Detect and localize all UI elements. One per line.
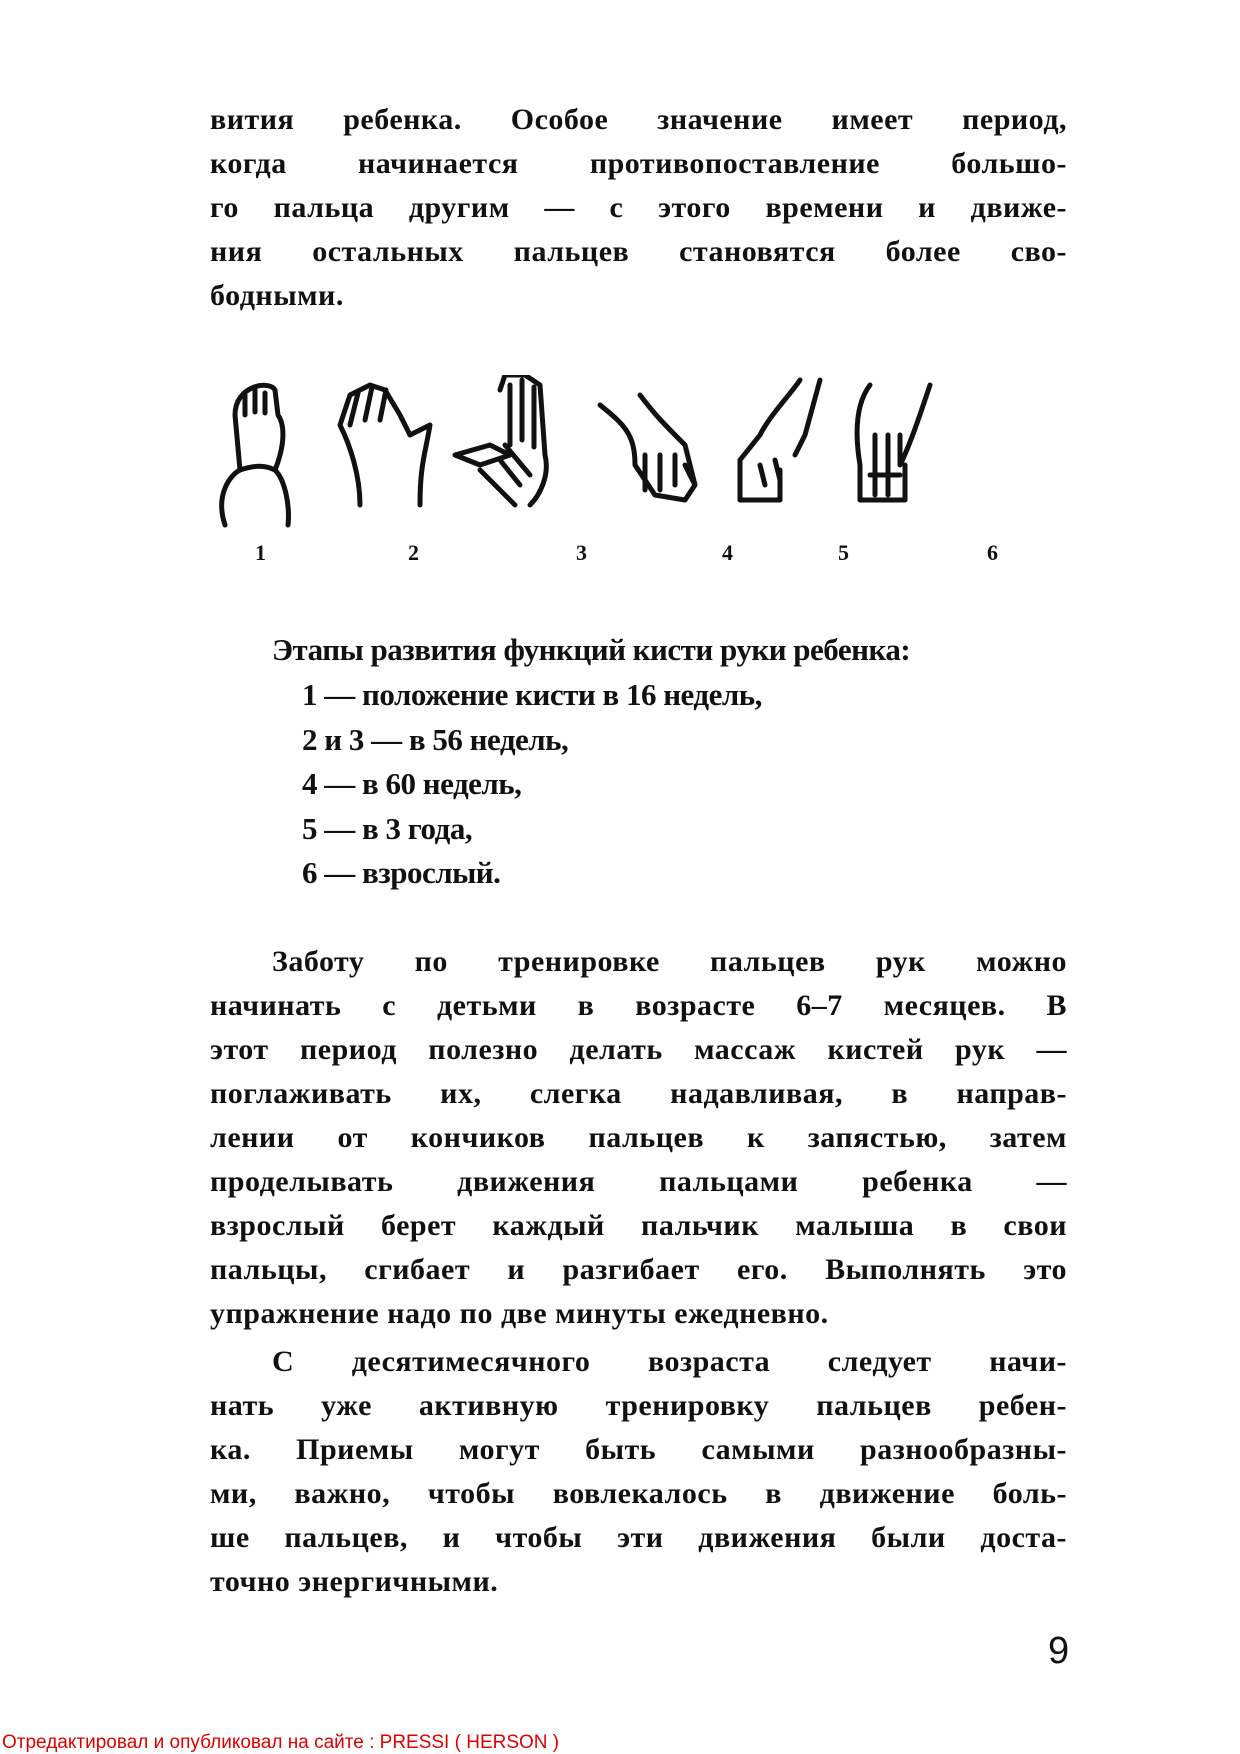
caption-item: 1 — положение кисти в 16 недель, [302, 677, 762, 712]
figure-label: 4 [722, 540, 733, 565]
caption-item: 6 — взрослый. [302, 855, 501, 890]
hand-figure-6 [857, 385, 930, 500]
text-line: вития ребенка. Особое значение имеет период, [210, 103, 1067, 136]
text-line: когда начинается противопоставление большо- [210, 147, 1067, 180]
figure-label: 1 [255, 540, 266, 565]
hand-figure-4 [600, 395, 695, 500]
text-line: ния остальных пальцев становятся более сво- [210, 235, 1067, 268]
text-line: лении от кончиков пальцев к запястью, затем [210, 1121, 1067, 1154]
text-line: С десятимесячного возраста следует начи- [272, 1345, 1067, 1378]
caption-item: 2 и 3 — в 56 недель, [302, 722, 569, 757]
figure-label: 5 [838, 540, 849, 565]
hand-figure-3 [455, 375, 546, 505]
text-line: начинать с детьми в возрасте 6–7 месяцев. В [210, 989, 1067, 1022]
text-line: проделывать движения пальцами ребенка — [210, 1165, 1067, 1198]
credit-footer: Отредактировал и опубликовал на сайте : PRESSI ( HERSON ) [2, 1732, 560, 1753]
text-line: нать уже активную тренировку пальцев ребен- [210, 1389, 1067, 1422]
hand-figure-5 [740, 380, 820, 500]
figure-label: 2 [408, 540, 419, 565]
caption-title: Этапы развития функций кисти руки ребенка: [272, 632, 911, 667]
hand-figure-1 [222, 385, 289, 525]
text-line: точно энергичными. [210, 1565, 499, 1598]
text-line: го пальца другим — с этого времени и движе- [210, 191, 1067, 224]
hand-development-illustration [210, 375, 1080, 575]
text-line: ми, важно, чтобы вовлекалось в движение боль- [210, 1477, 1067, 1510]
text-line: поглаживать их, слегка надавливая, в направ- [210, 1077, 1067, 1110]
text-line: упражнение надо по две минуты ежедневно. [210, 1297, 829, 1330]
caption-item: 4 — в 60 недель, [302, 766, 522, 801]
page-number: 9 [1048, 1630, 1070, 1672]
hand-figure-2 [340, 385, 430, 505]
text-line: ка. Приемы могут быть самыми разнообразны- [210, 1433, 1067, 1466]
text-line: взрослый берет каждый пальчик малыша в свои [210, 1209, 1067, 1242]
figure-label: 3 [576, 540, 587, 565]
text-line: этот период полезно делать массаж кистей рук — [210, 1033, 1067, 1066]
caption-item: 5 — в 3 года, [302, 811, 473, 846]
text-line: бодными. [210, 279, 344, 312]
figure-label: 6 [987, 540, 998, 565]
text-line: ше пальцев, и чтобы эти движения были доста- [210, 1521, 1067, 1554]
text-line: Заботу по тренировке пальцев рук можно [272, 945, 1067, 978]
text-line: пальцы, сгибает и разгибает его. Выполнять это [210, 1253, 1067, 1286]
